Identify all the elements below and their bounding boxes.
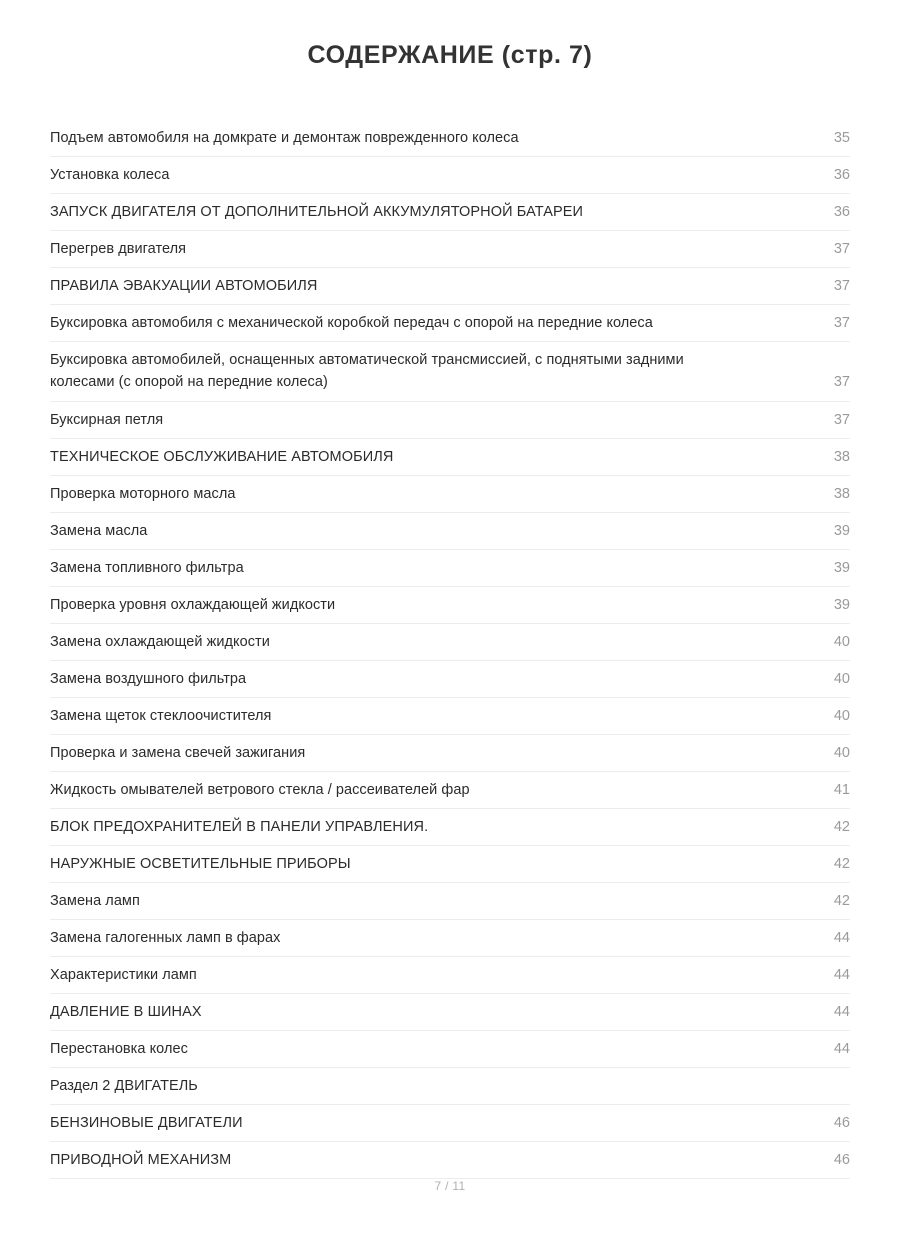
toc-entry[interactable]: [50, 846, 850, 883]
toc-entry-page-number: 42: [833, 855, 850, 872]
toc-entry-label: Проверка моторного масла: [50, 485, 236, 502]
toc-entry-page-number: 37: [833, 278, 850, 295]
toc-entry-page-number: 39: [833, 522, 850, 539]
toc-entry[interactable]: [50, 661, 850, 698]
toc-entry[interactable]: [50, 1031, 850, 1068]
toc-entry-label: БЛОК ПРЕДОХРАНИТЕЛЕЙ В ПАНЕЛИ УПРАВЛЕНИЯ.: [50, 818, 429, 835]
toc-entry[interactable]: [50, 698, 850, 735]
toc-entry[interactable]: [50, 268, 850, 305]
toc-entry[interactable]: [50, 957, 850, 994]
toc-entry[interactable]: [50, 305, 850, 342]
toc-entry[interactable]: [50, 439, 850, 476]
toc-entry-page-number: 40: [833, 744, 850, 761]
toc-entry-page-number: 38: [833, 448, 850, 465]
toc-entry[interactable]: [50, 157, 850, 194]
toc-entry-page-number: 41: [833, 781, 850, 798]
toc-entry-page-number: 35: [833, 130, 850, 147]
toc-entry[interactable]: [50, 920, 850, 957]
toc-entry-label: Замена воздушного фильтра: [50, 670, 247, 687]
toc-entry[interactable]: [50, 883, 850, 920]
toc-entry-label: Замена охлаждающей жидкости: [50, 633, 270, 650]
toc-entry-page-number: 38: [833, 485, 850, 502]
toc-entry-label: Буксировка автомобиля с механической коробкой передач с опорой на передние колеса: [50, 315, 653, 332]
toc-entry-page-number: 36: [833, 167, 850, 184]
toc-entry-page-number: 42: [833, 892, 850, 909]
toc-entry-page-number: 44: [833, 1041, 850, 1058]
toc-entry-label: ТЕХНИЧЕСКОЕ ОБСЛУЖИВАНИЕ АВТОМОБИЛЯ: [50, 448, 394, 465]
page-footer: 7 / 11: [434, 1179, 466, 1194]
toc-entry[interactable]: [50, 994, 850, 1031]
toc-entry-label: Буксировка автомобилей, оснащенных автоматической трансмиссией, с поднятыми задними колесами (с опорой на передние колеса): [50, 352, 684, 391]
toc-entry[interactable]: [50, 342, 850, 401]
toc-entry[interactable]: [50, 624, 850, 661]
toc-entry-label: ДАВЛЕНИЕ В ШИНАХ: [50, 1004, 202, 1020]
toc-entry-label: БЕНЗИНОВЫЕ ДВИГАТЕЛИ: [50, 1115, 243, 1132]
toc-entry-label: Замена щеток стеклоочистителя: [50, 707, 272, 724]
page-title: СОДЕРЖАНИЕ (стр. 7): [307, 41, 593, 69]
toc-entry-label: Раздел 2 ДВИГАТЕЛЬ: [50, 1078, 198, 1095]
toc-entry-label: Характеристики ламп: [50, 966, 197, 983]
toc-entry-page-number: 46: [833, 1152, 850, 1169]
toc-entry-label: Установка колеса: [50, 167, 170, 184]
toc-entry-page-number: 44: [833, 966, 850, 983]
toc-entry-label: Перегрев двигателя: [50, 241, 187, 258]
toc-entry-page-number: 37: [833, 241, 850, 258]
toc-entry-label: ЗАПУСК ДВИГАТЕЛЯ ОТ ДОПОЛНИТЕЛЬНОЙ АККУМУЛЯТОРНОЙ БАТАРЕИ: [50, 204, 584, 221]
toc-entry-label: Замена ламп: [50, 892, 140, 909]
toc-entry-page-number: 40: [833, 670, 850, 687]
toc-entry-page-number: 40: [833, 633, 850, 650]
toc-entry-label: Жидкость омывателей ветрового стекла / рассеивателей фар: [50, 781, 470, 798]
toc-entry-page-number: 44: [833, 929, 850, 946]
toc-entry[interactable]: [50, 120, 850, 157]
toc-entry[interactable]: [50, 1105, 850, 1142]
toc-entry-label: Подъем автомобиля на домкрате и демонтаж поврежденного колеса: [50, 130, 519, 147]
toc-entry[interactable]: [50, 402, 850, 439]
toc-entry[interactable]: [50, 735, 850, 772]
toc-entry-page-number: 44: [833, 1004, 850, 1020]
toc-entry[interactable]: [50, 587, 850, 624]
toc-entry[interactable]: [50, 550, 850, 587]
toc-entry[interactable]: [50, 1068, 850, 1105]
toc-entry-label: ПРАВИЛА ЭВАКУАЦИИ АВТОМОБИЛЯ: [50, 278, 318, 295]
toc-entry[interactable]: [50, 772, 850, 809]
toc-entry-label: Замена топливного фильтра: [50, 559, 244, 576]
toc-entry-label: Замена масла: [50, 522, 148, 539]
toc-entry[interactable]: [50, 231, 850, 268]
toc-entry-label: Буксирная петля: [50, 411, 164, 428]
toc-entry-page-number: 39: [833, 559, 850, 576]
toc-entry-page-number: 37: [833, 374, 850, 391]
toc-entry-label: Проверка и замена свечей зажигания: [50, 744, 306, 761]
toc-entry-label: НАРУЖНЫЕ ОСВЕТИТЕЛЬНЫЕ ПРИБОРЫ: [50, 855, 351, 872]
toc-entry-label: Проверка уровня охлаждающей жидкости: [50, 596, 336, 613]
toc-entry[interactable]: [50, 1142, 850, 1179]
toc-entry-label: ПРИВОДНОЙ МЕХАНИЗМ: [50, 1152, 232, 1169]
toc-entry-page-number: 46: [833, 1115, 850, 1132]
toc-entry-page-number: 42: [833, 818, 850, 835]
toc-entry-label: Замена галогенных ламп в фарах: [50, 929, 281, 946]
toc-entry-page-number: 37: [833, 411, 850, 428]
toc-entry[interactable]: [50, 476, 850, 513]
toc-entry[interactable]: [50, 513, 850, 550]
toc-entry[interactable]: [50, 194, 850, 231]
toc-entry-page-number: 36: [833, 204, 850, 221]
toc-entry[interactable]: [50, 809, 850, 846]
toc-entry-page-number: 40: [833, 707, 850, 724]
toc-entry-page-number: 39: [833, 596, 850, 613]
toc-entry-label: Перестановка колес: [50, 1041, 188, 1058]
toc-entry-page-number: 37: [833, 315, 850, 332]
table-of-contents: [50, 120, 850, 1179]
